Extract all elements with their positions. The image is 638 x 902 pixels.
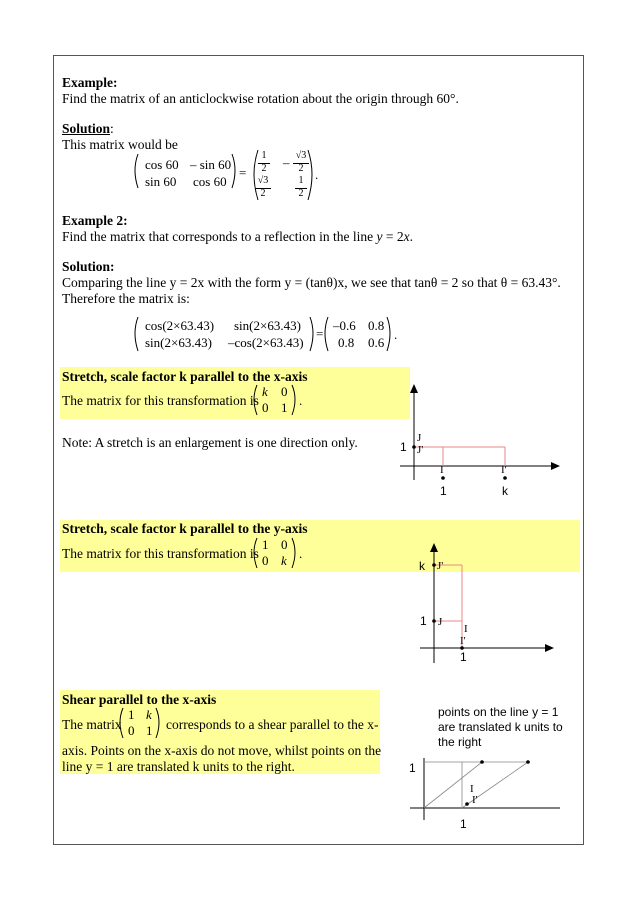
- rot-r21-den: 2: [260, 188, 266, 199]
- rot-r12-sign: –: [283, 155, 290, 170]
- rot-m11: cos 60: [145, 157, 179, 172]
- stretch-y-m11: 1: [262, 537, 269, 552]
- shear-heading: Shear parallel to the x-axis: [62, 692, 217, 707]
- stretch-y-label-one: 1: [420, 614, 427, 628]
- rot-r22-den: 2: [298, 188, 304, 199]
- rot-r11-num: 1: [261, 150, 267, 161]
- shear-line3: line y = 1 are translated k units to the right.: [62, 759, 295, 774]
- rot-m21: sin 60: [145, 174, 177, 189]
- stretch-y-label-k: k: [419, 559, 425, 573]
- rot-r21-num: √3: [257, 175, 269, 186]
- rot-m22: cos 60: [193, 174, 227, 189]
- stretch-x-m12: 0: [281, 384, 288, 399]
- example2-line1: Comparing the line y = 2x with the form y = (tanθ)x, we see that tanθ = 2 so that θ = 63.43°.: [62, 275, 561, 290]
- example2-line2: Therefore the matrix is:: [62, 291, 190, 306]
- shear-m11: 1: [128, 707, 135, 722]
- shear-label-Ip: I': [472, 794, 478, 806]
- stretch-y-m12: 0: [281, 537, 288, 552]
- stretch-x-m11: k: [262, 384, 268, 399]
- example2-heading: Example 2:: [62, 213, 128, 228]
- stretch-y-diagram: [410, 535, 570, 665]
- shear-line2: axis. Points on the x-axis do not move, whilst points on the: [62, 743, 382, 758]
- stretch-x-diagram: [390, 380, 570, 500]
- example1-heading: Example:: [62, 75, 118, 90]
- shear-text-post: corresponds to a shear parallel to the x-: [166, 717, 379, 732]
- stretch-x-label-one: 1: [400, 440, 407, 454]
- stretch-y-m22: k: [281, 553, 287, 568]
- rot-equals: =: [239, 165, 247, 180]
- shear-label-x1: 1: [460, 817, 467, 831]
- stretch-y-period: .: [299, 546, 303, 561]
- refl-r11: –0.6: [333, 318, 356, 333]
- stretch-y-label-Ip: I': [460, 635, 466, 647]
- stretch-x-note: Note: A stretch is an enlargement is one direction only.: [62, 435, 358, 450]
- shear-label-I: I: [470, 783, 474, 795]
- refl-m11: cos(2×63.43): [145, 318, 215, 333]
- stretch-y-heading: Stretch, scale factor k parallel to the y-axis: [62, 521, 308, 536]
- stretch-x-period: .: [299, 393, 303, 408]
- shear-m12: k: [146, 707, 152, 722]
- refl-r21: 0.8: [338, 335, 355, 350]
- rot-r11-den: 2: [261, 163, 267, 174]
- stretch-x-label-Jp: J': [417, 444, 424, 456]
- stretch-y-m21: 0: [262, 553, 269, 568]
- stretch-x-label-x1: 1: [440, 484, 447, 498]
- example2-question: Find the matrix that corresponds to a reflection in the line y = 2x.: [62, 229, 414, 244]
- rot-m12: – sin 60: [190, 157, 232, 172]
- stretch-x-label-J: J: [417, 432, 422, 444]
- shear-m22: 1: [146, 723, 153, 738]
- example1-solution-heading: Solution:: [62, 121, 114, 136]
- example2-solution-heading: Solution:: [62, 259, 115, 274]
- rot-r22-num: 1: [298, 175, 304, 186]
- refl-r22: 0.6: [368, 335, 385, 350]
- refl-r12: 0.8: [368, 318, 385, 333]
- stretch-y-label-I: I: [464, 623, 468, 635]
- shear-note-line1: points on the line y = 1: [438, 705, 559, 719]
- example1-solution-text: This matrix would be: [62, 137, 178, 152]
- shear-brackets: [116, 706, 166, 742]
- stretch-x-label-xk: k: [502, 484, 508, 498]
- shear-note-line2: are translated k units to: [438, 720, 563, 734]
- refl-m12: sin(2×63.43): [234, 318, 301, 333]
- example1-question: Find the matrix of an anticlockwise rotation about the origin through 60°.: [62, 91, 459, 106]
- rot-r12-den: 2: [298, 163, 304, 174]
- shear-m21: 0: [128, 723, 135, 738]
- refl-equals: =: [316, 326, 324, 341]
- stretch-x-m22: 1: [281, 400, 288, 415]
- stretch-x-label-Ip: I': [501, 464, 507, 476]
- stretch-x-m21: 0: [262, 400, 269, 415]
- stretch-x-heading: Stretch, scale factor k parallel to the x-axis: [62, 369, 308, 384]
- stretch-x-text: The matrix for this transformation is: [62, 393, 259, 408]
- refl-m21: sin(2×63.43): [145, 335, 212, 350]
- stretch-y-label-J: J: [438, 616, 443, 628]
- stretch-y-label-Jp: J': [437, 560, 444, 572]
- shear-text-pre: The matrix: [62, 717, 122, 732]
- shear-diagram: [400, 700, 575, 835]
- stretch-y-text: The matrix for this transformation is: [62, 546, 259, 561]
- rot-period: .: [315, 167, 319, 182]
- shear-label-one: 1: [409, 761, 416, 775]
- rot-r12-num: √3: [295, 150, 307, 161]
- refl-m22: –cos(2×63.43): [228, 335, 304, 350]
- stretch-y-label-x1: 1: [460, 650, 467, 664]
- shear-note-line3: the right: [438, 735, 482, 749]
- stretch-x-label-I: I: [440, 464, 444, 476]
- refl-period: .: [394, 327, 398, 342]
